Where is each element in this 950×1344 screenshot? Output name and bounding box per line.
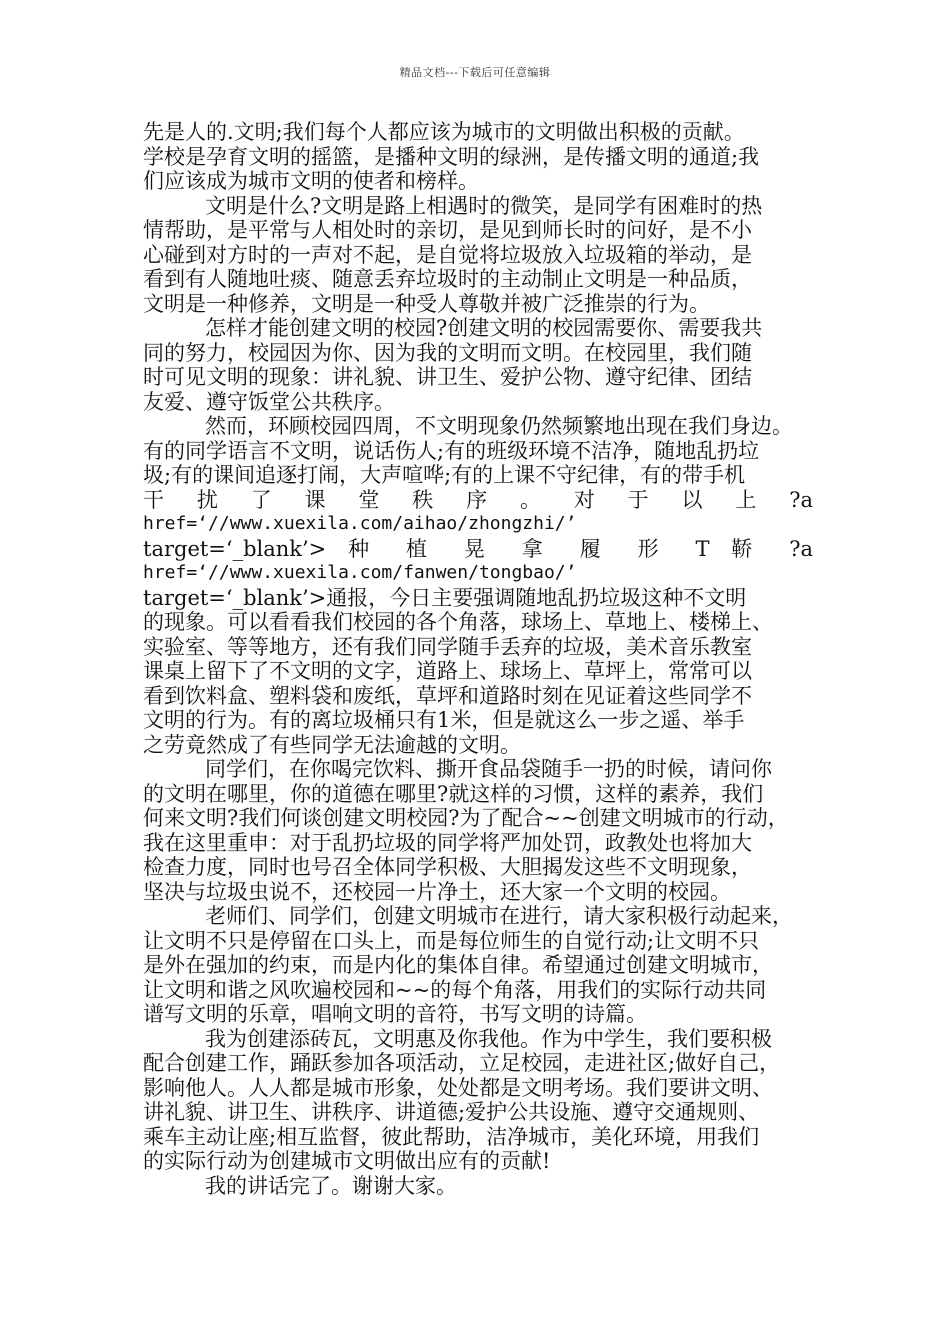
text-line: 讲礼貌、讲卫生、讲秩序、讲道德;爱护公共设施、遵守交通规则、 — [143, 1100, 760, 1124]
text-line: 之劳竟然成了有些同学无法逾越的文明。 — [143, 732, 521, 757]
text-line: 配合创建工作，踊跃参加各项活动，立足校园，走进社区;做好自己， — [143, 1051, 781, 1075]
text-line: 影响他人。人人都是城市形象，处处都是文明考场。我们要讲文明、 — [143, 1075, 773, 1100]
text-line: 文明是什么?文明是路上相遇时的微笑，是同学有困难时的热 — [205, 193, 763, 218]
text-line: 同的努力，校园因为你、因为我的文明而文明。在校园里，我们随 — [143, 340, 752, 365]
text-line: 心碰到对方时的一声对不起，是自觉将垃圾放入垃圾箱的举动，是 — [143, 242, 752, 267]
text-line: 坚决与垃圾虫说不，还校园一片净土，还大家一个文明的校园。 — [143, 879, 731, 904]
text-line: 情帮助，是平常与人相处时的亲切，是见到师长时的问好，是不小 — [143, 218, 752, 242]
text-line: 我的讲话完了。谢谢大家。 — [205, 1173, 457, 1198]
link-markup-line: href=‘//www.xuexila.com/aihao/zhongzhi/’ — [143, 513, 577, 534]
document-body — [143, 120, 813, 1198]
text-line: 怎样才能创建文明的校园?创建文明的校园需要你、需要我共 — [205, 316, 763, 340]
text-line: 先是人的.文明;我们每个人都应该为城市的文明做出积极的贡献。 — [143, 120, 745, 144]
text-line: 让文明和谐之风吹遍校园和~~的每个角落，用我们的实际行动共同 — [143, 977, 767, 1002]
text-line: 让文明不只是停留在口头上，而是每位师生的自觉行动;让文明不只 — [143, 928, 760, 953]
text-line: 友爱、遵守饭堂公共秩序。 — [143, 389, 395, 414]
text-line: target=‘_blank’> 种 植 晃 拿 履 形 T 鞒 ?a — [143, 536, 813, 561]
text-line: 谱写文明的乐章，唱响文明的音符，书写文明的诗篇。 — [143, 1002, 647, 1026]
text-line: 老师们、同学们，创建文明城市在进行，请大家积极行动起来， — [205, 904, 793, 928]
text-line: 乘车主动让座;相互监督，彼此帮助，洁净城市，美化环境，用我们 — [143, 1124, 760, 1149]
text-line: 看到有人随地吐痰、随意丢弃垃圾时的主动制止文明是一种品质， — [143, 267, 752, 291]
text-line: 何来文明?我们何谈创建文明校园?为了配合~~创建文明城市的行动， — [143, 806, 789, 830]
text-line: 干 扰 了 课 堂 秩 序 。 对 于 以 上 ?a — [143, 487, 813, 512]
link-markup-line: href=‘//www.xuexila.com/fanwen/tongbao/’ — [143, 562, 577, 583]
text-line: 我为创建添砖瓦，文明惠及你我他。作为中学生，我们要积极 — [205, 1026, 772, 1051]
page-header: 精品文档---下载后可任意编辑 — [399, 66, 551, 79]
text-line: 实验室、等等地方，还有我们同学随手丢弃的垃圾，美术音乐教室 — [143, 634, 752, 659]
text-line: 的文明在哪里，你的道德在哪里?就这样的习惯，这样的素养，我们 — [143, 781, 764, 806]
text-line: 文明是一种修养，文明是一种受人尊敬并被广泛推崇的行为。 — [143, 291, 710, 316]
text-line: 学校是孕育文明的摇篮，是播种文明的绿洲，是传播文明的通道;我 — [143, 144, 760, 169]
text-line: 时可见文明的现象：讲礼貌、讲卫生、爱护公物、遵守纪律、团结 — [143, 365, 752, 389]
text-line: 同学们，在你喝完饮料、撕开食品袋随手一扔的时候，请问你 — [205, 757, 772, 781]
text-line: 的实际行动为创建城市文明做出应有的贡献! — [143, 1149, 551, 1173]
text-line: target=‘_blank’>通报，今日主要强调随地乱扔垃圾这种不文明 — [143, 585, 747, 610]
text-line: 我在这里重申：对于乱扔垃圾的同学将严加处罚，政教处也将加大 — [143, 830, 752, 855]
text-line: 课桌上留下了不文明的文字，道路上、球场上、草坪上，常常可以 — [143, 659, 752, 683]
text-line: 然而，环顾校园四周，不文明现象仍然频繁地出现在我们身边。 — [205, 414, 793, 438]
text-line: 圾;有的课间追逐打闹，大声喧哗;有的上课不守纪律，有的带手机 — [143, 463, 746, 487]
text-line: 检查力度，同时也号召全体同学积极、大胆揭发这些不文明现象， — [143, 855, 752, 879]
text-line: 是外在强加的约束，而是内化的集体自律。希望通过创建文明城市， — [143, 953, 773, 977]
text-line: 看到饮料盒、塑料袋和废纸，草坪和道路时刻在见证着这些同学不 — [143, 683, 752, 708]
text-line: 们应该成为城市文明的使者和榜样。 — [143, 169, 479, 193]
text-line: 文明的行为。有的离垃圾桶只有1米，但是就这么一步之遥、举手 — [143, 708, 745, 732]
text-line: 的现象。可以看看我们校园的各个角落，球场上、草地上、楼梯上、 — [143, 610, 773, 634]
text-line: 有的同学语言不文明，说话伤人;有的班级环境不洁净，随地乱扔垃 — [143, 438, 760, 463]
